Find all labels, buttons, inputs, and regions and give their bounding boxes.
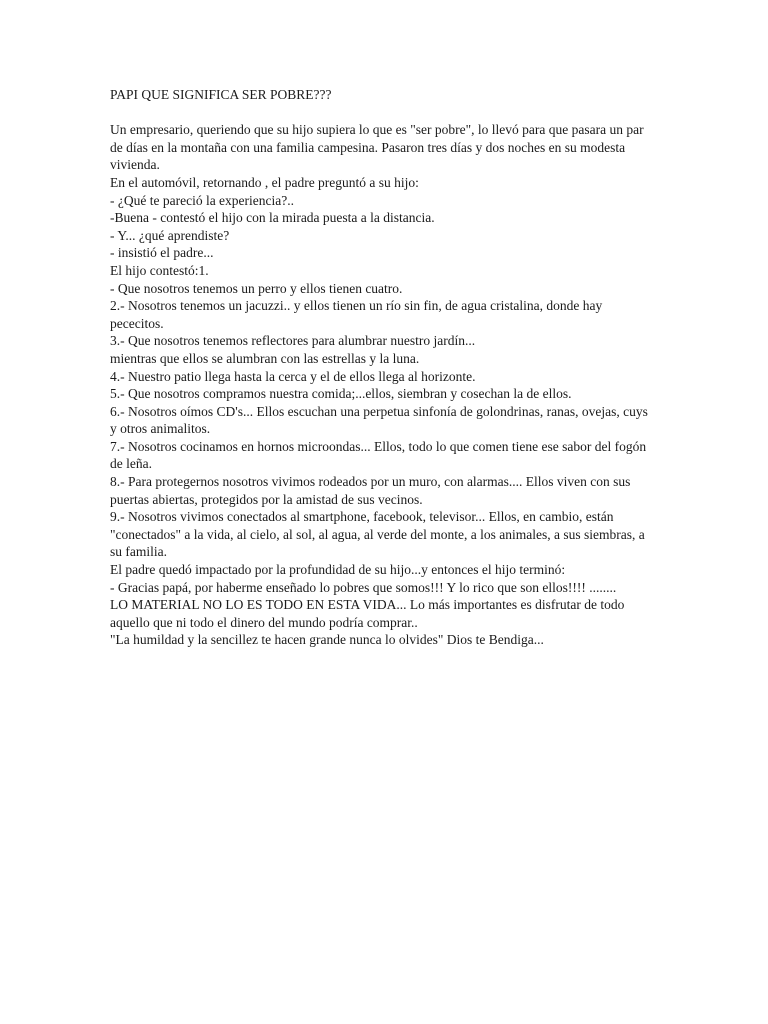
paragraph: - Gracias papá, por haberme enseñado lo pobres que somos!!! Y lo rico que son ellos!!!! ........ — [110, 579, 617, 595]
paragraph: mientras que ellos se alumbran con las estrellas y la luna. — [110, 350, 420, 366]
paragraph: 2.- Nosotros tenemos un jacuzzi.. y ellos tienen un río sin fin, de agua cristalina, donde hay pececitos. — [110, 298, 603, 331]
paragraph: 6.- Nosotros oímos CD's... Ellos escuchan una perpetua sinfonía de golondrinas, ranas, ovejas, cuys y otros animalitos. — [110, 403, 648, 437]
paragraph: - Y... ¿qué aprendiste? — [110, 227, 230, 243]
paragraph: 3.- Que nosotros tenemos reflectores para alumbrar nuestro jardín... — [110, 333, 476, 349]
paragraph: "La humildad y la sencillez te hacen grande nunca lo olvides" Dios te Bendiga... — [110, 632, 544, 648]
paragraph: En el automóvil, retornando , el padre preguntó a su hijo: — [110, 174, 419, 190]
paragraph: El hijo contestó:1. — [110, 262, 209, 278]
document-body — [110, 86, 655, 649]
paragraph: - ¿Qué te pareció la experiencia?.. — [110, 192, 295, 208]
paragraph: Un empresario, queriendo que su hijo supiera lo que es "ser pobre", lo llevó para que pasara un par de días en la montaña con una familia campesina. Pasaron tres días y dos noches en su modesta vivienda. — [110, 122, 644, 173]
paragraph: El padre quedó impactado por la profundidad de su hijo...y entonces el hijo terminó: — [110, 562, 566, 578]
paragraph: - Que nosotros tenemos un perro y ellos tienen cuatro. — [110, 280, 403, 296]
paragraph: -Buena - contestó el hijo con la mirada puesta a la distancia. — [110, 210, 435, 226]
document-title: PAPI QUE SIGNIFICA SER POBRE??? — [110, 87, 332, 102]
paragraph: 9.- Nosotros vivimos conectados al smartphone, facebook, televisor... Ellos, en cambio, están "conectados" a la vida, al cielo, al sol, al agua, al verde del monte, a los animales, a sus siembras, a su familia. — [110, 509, 645, 560]
paragraph: - insistió el padre... — [110, 245, 214, 261]
paragraph: 7.- Nosotros cocinamos en hornos microondas... Ellos, todo lo que comen tiene ese sabor del fogón de leña. — [110, 438, 647, 472]
paragraph: 8.- Para protegernos nosotros vivimos rodeados por un muro, con alarmas.... Ellos viven con sus puertas abiertas, protegidos por la amistad de sus vecinos. — [110, 474, 631, 507]
paragraph: 4.- Nuestro patio llega hasta la cerca y el de ellos llega al horizonte. — [110, 368, 476, 384]
paragraph: 5.- Que nosotros compramos nuestra comida;...ellos, siembran y cosechan la de ellos. — [110, 386, 572, 402]
paragraph: LO MATERIAL NO LO ES TODO EN ESTA VIDA... Lo más importantes es disfrutar de todo aquello que ni todo el dinero del mundo podría comprar.. — [110, 597, 625, 630]
